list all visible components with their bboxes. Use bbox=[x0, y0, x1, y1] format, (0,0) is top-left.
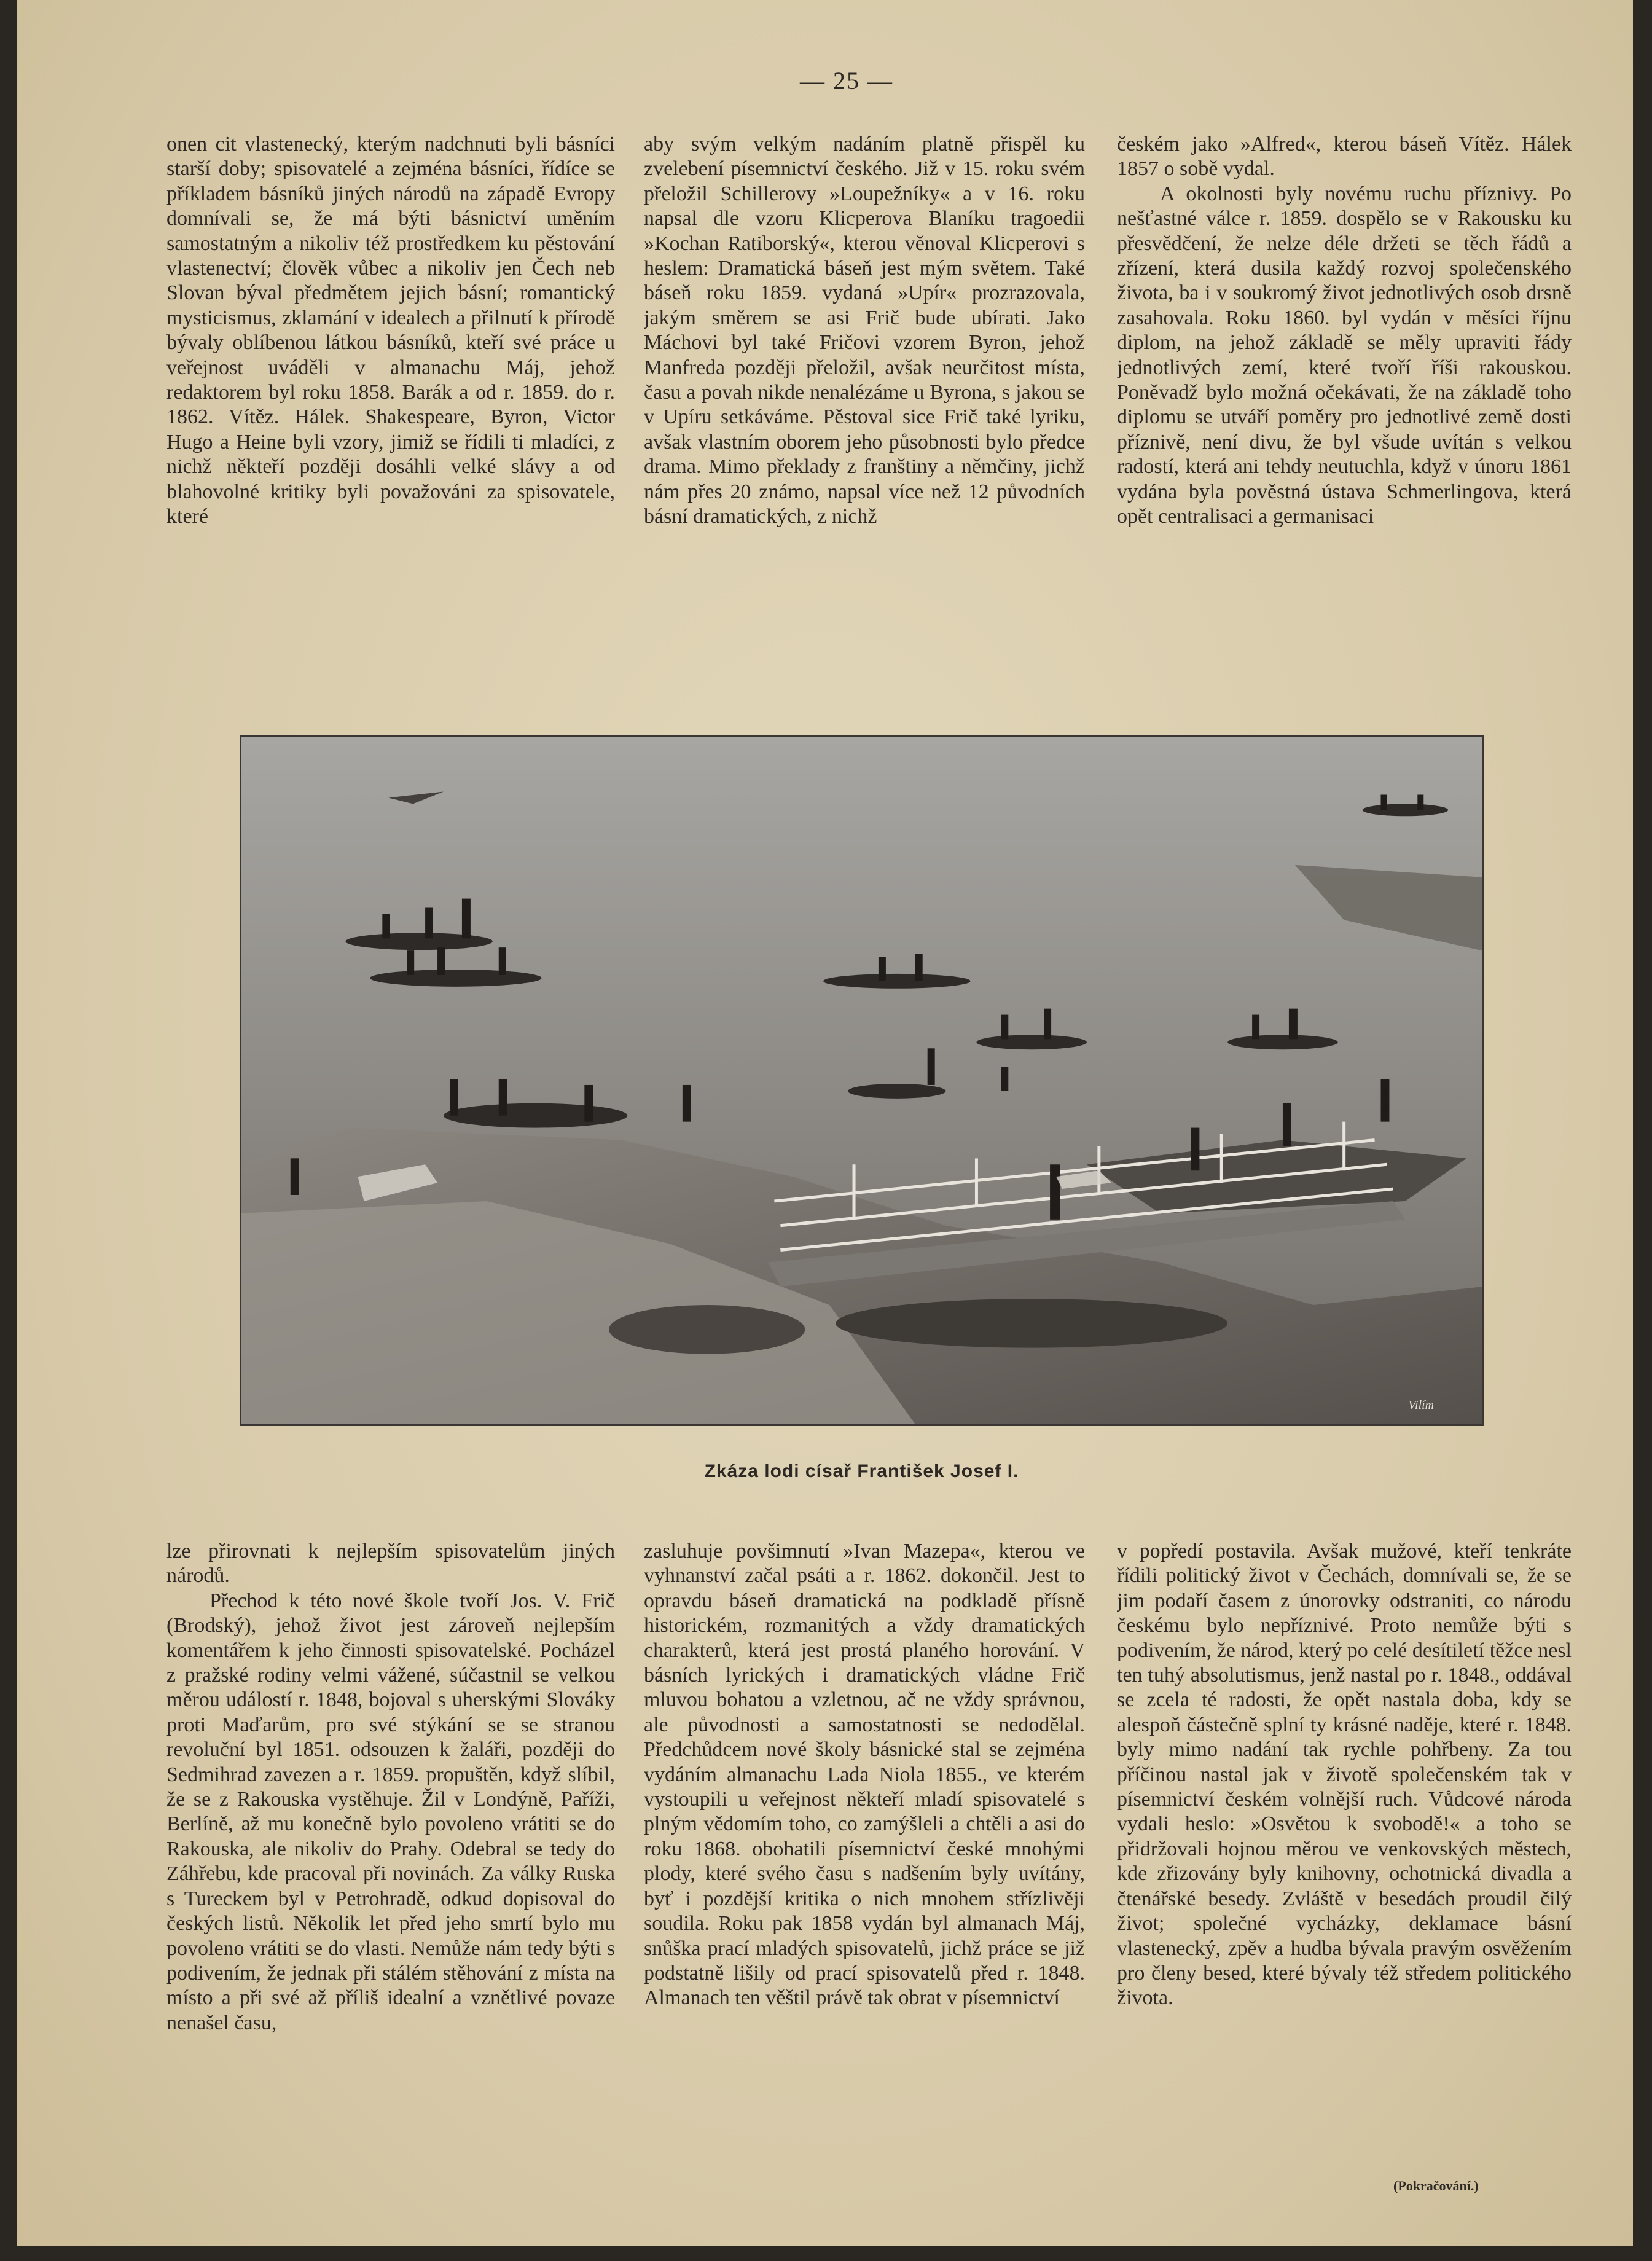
newspaper-page bbox=[17, 0, 1633, 2246]
photographer-signature: Vilím bbox=[1408, 1398, 1435, 1413]
paragraph: A okolnosti byly novému ruchu příznivy. Po nešťastné válce r. 1859. dospělo se v Rakousku ku přesvědčení, že nelze déle držeti se těch řádů a zřízení, která dusila každý rozvoj společenského života, ba i v soukromý život jednotlivých osob drsně zasahovala. Roku 1860. byl vydán v měsíci říjnu diplom, na jehož základě se měly upraviti řády jednotlivých zemí, které tvoří říši rakouskou. Poněvadž bylo možná očekávati, že na základě toho diplomu se utváří poměry pro jednotlivé země dosti příznivě, není divu, že byl všude uvítán s velkou radostí, která ani tehdy neutuchla, když v únoru 1861 vydána byla pověstná ústava Schmerlingova, která opět centralisaci a germanisaci bbox=[1117, 182, 1572, 528]
paragraph: Přechod k této nové škole tvoří Jos. V. Frič (Brodský), jehož život jest zároveň nejlepším komentářem k jeho činnosti spisovatelské. Pocházel z pražské rodiny velmi vážené, súčastnil se velkou měrou událostí r. 1848, bojoval s uherskými Slováky proti Maďarům, pro své stýkání se se stranou revoluční byl 1851. odsouzen k žaláři, později do Sedmihrad zavezen a r. 1859. propuštěn, když slíbil, že se z Rakouska vystěhuje. Žil v Londýně, Paříži, Berlíně, až mu konečně bylo povoleno vrátiti se do Rakouska, ale nikoliv do Prahy. Odebral se tedy do Záhřebu, kde pracoval při novinách. Za války Ruska s Tureckem byl v Petrohradě, odkud dopisoval do českých listů. Několik let před jeho smrtí bylo mu povoleno vrátiti se do vlasti. Nemůže nám tedy býti s podivením, že jednak při stálém stěhování z místa na místo a při své až příliš idealní a vznětlivé povaze nenašel času, bbox=[166, 1589, 615, 2034]
shipwreck-photograph bbox=[240, 735, 1484, 1426]
paragraph: aby svým velkým nadáním platně přispěl ku zvelebení písemnictví českého. Již v 15. roku svém přeložil Schillerovy »Loupežníky« a v 16. roku napsal dle vzoru Klicperova Blaníku tragoedii »Kochan Ratiborský«, kterou věnoval Klicperovi s heslem: Dramatická báseň jest mým světem. Také báseň roku 1859. vydaná »Upír« prozrazovala, jakým směrem se asi Frič bude ubírati. Jako Máchovi byl také Fričovi vzorem Byron, jehož Manfreda později přeložil, avšak neurčitost místa, času a povah nikde nenalézáme u Byrona, s jakou se v Upíru setkáváme. Pěstoval sice Frič také lyriku, avšak vlastním oborem jeho působnosti bylo předce drama. Mimo překlady z franštiny a němčiny, jichž nám přes 20 známo, napsal více než 12 původních básní dramatických, z nichž bbox=[644, 133, 1085, 528]
paragraph: českém jako »Alfred«, kterou báseň Vítěz. Hálek 1857 o sobě vydal. bbox=[1117, 133, 1572, 181]
continued-label: (Pokračování.) bbox=[1393, 2178, 1479, 2193]
text-column-bottom-left bbox=[166, 1539, 615, 2190]
paragraph: lze přirovnati k nejlepším spisovatelům jiných národů. bbox=[166, 1540, 615, 1588]
photo-caption: Zkáza lodi císař František Josef I. bbox=[704, 1461, 1019, 1481]
page-number: — 25 — bbox=[800, 67, 893, 95]
text-column-bottom-middle bbox=[644, 1539, 1085, 2190]
text-column-bottom-right bbox=[1117, 1539, 1572, 2190]
paragraph: onen cit vlastenecký, kterým nadchnuti byli básníci starší doby; spisovatelé a zejména básníci, řídíce se příkladem básníků jiných národů na západě Evropy domnívali se, že má býti básnictví uměním samostatným a nikoliv též prostředkem ku pěstování vlastenectví; člověk vůbec a nikoliv jen Čech neb Slovan býval předmětem jejich básní; romantický mysticismus, zklamání v idealech a přilnutí k přírodě bývaly oblíbenou látkou básníků, kteří své práce u veřejnost uváděli v almanachu Máj, jehož redaktorem byl roku 1858. Barák a od r. 1859. do r. 1862. Vítěz. Hálek. Shakespeare, Byron, Victor Hugo a Heine byli vzory, jimiž se řídili ti mladíci, z nichž někteří později dosáhli velké slávy a od blahovolné kritiky byli považováni za spisovatele, které bbox=[166, 133, 615, 528]
paragraph: zasluhuje povšimnutí »Ivan Mazepa«, kterou ve vyhnanství začal psáti a r. 1862. dokončil. Jest to opravdu báseň dramatická na podkladě přísně historickém, rozmanitých a vždy dramatických charakterů, která jest prostá planého horování. V básních lyrických i dramatických vládne Frič mluvou bohatou a vzletnou, ač ne vždy správnou, ale původnosti a samostatnosti se nedodělal. Předchůdcem nové školy básnické stal se zejména vydáním almanachu Lada Niola 1855., ve kterém vystoupili u veřejnost někteří mladí spisovatelé s plným vědomím toho, co zamýšleli a chtěli a asi do roku 1868. obohatili písemnictví české mnohými plody, které svého času s nadšením byly uvítány, byť i pozdější kritika o nich mnohem střízlivěji soudila. Roku pak 1858 vydán byl almanach Máj, snůška prací mladých spisovatelů, jichž práce se již podstatně lišily od prací spisovatelů před r. 1848. Almanach ten věštil právě tak obrat v písemnictví bbox=[644, 1540, 1085, 2010]
text-column-top-middle bbox=[644, 132, 1085, 642]
paragraph: v popředí postavila. Avšak mužové, kteří tenkráte řídili politický život v Čechách, domnívali se, že se jim podaří časem z únorovky odstraniti, co národu českému bylo nepříznivé. Proto nemůže býti s podivením, že národ, který po celé desítiletí těžce nesl ten tuhý absolutismus, jenž nastal po r. 1848., oddával se zcela té radosti, že opět nastala doba, kdy se alespoň částečně splní ty krásné naděje, které r. 1848. byly mimo nadání tak rychle pohřbeny. Za tou příčinou nastal jak v životě společenském tak v písemnictví českém volnější ruch. Vůdcové národa vydali heslo: »Osvětou k svobodě!« a toho se přidržovali hojnou měrou ve venkovských městech, kde zřizovány byly knihovny, ochotnická divadla a čtenářské besedy. Zvláště v besedách proudil čilý život; společné vycházky, deklamace básní vlastenecký, zpěv a hudba bývala pravým osvěžením pro členy besed, které bývaly též středem politického života. bbox=[1117, 1540, 1572, 2010]
text-column-top-left bbox=[166, 132, 615, 642]
text-column-top-right bbox=[1117, 132, 1572, 642]
photo-illustration bbox=[241, 737, 1482, 1424]
